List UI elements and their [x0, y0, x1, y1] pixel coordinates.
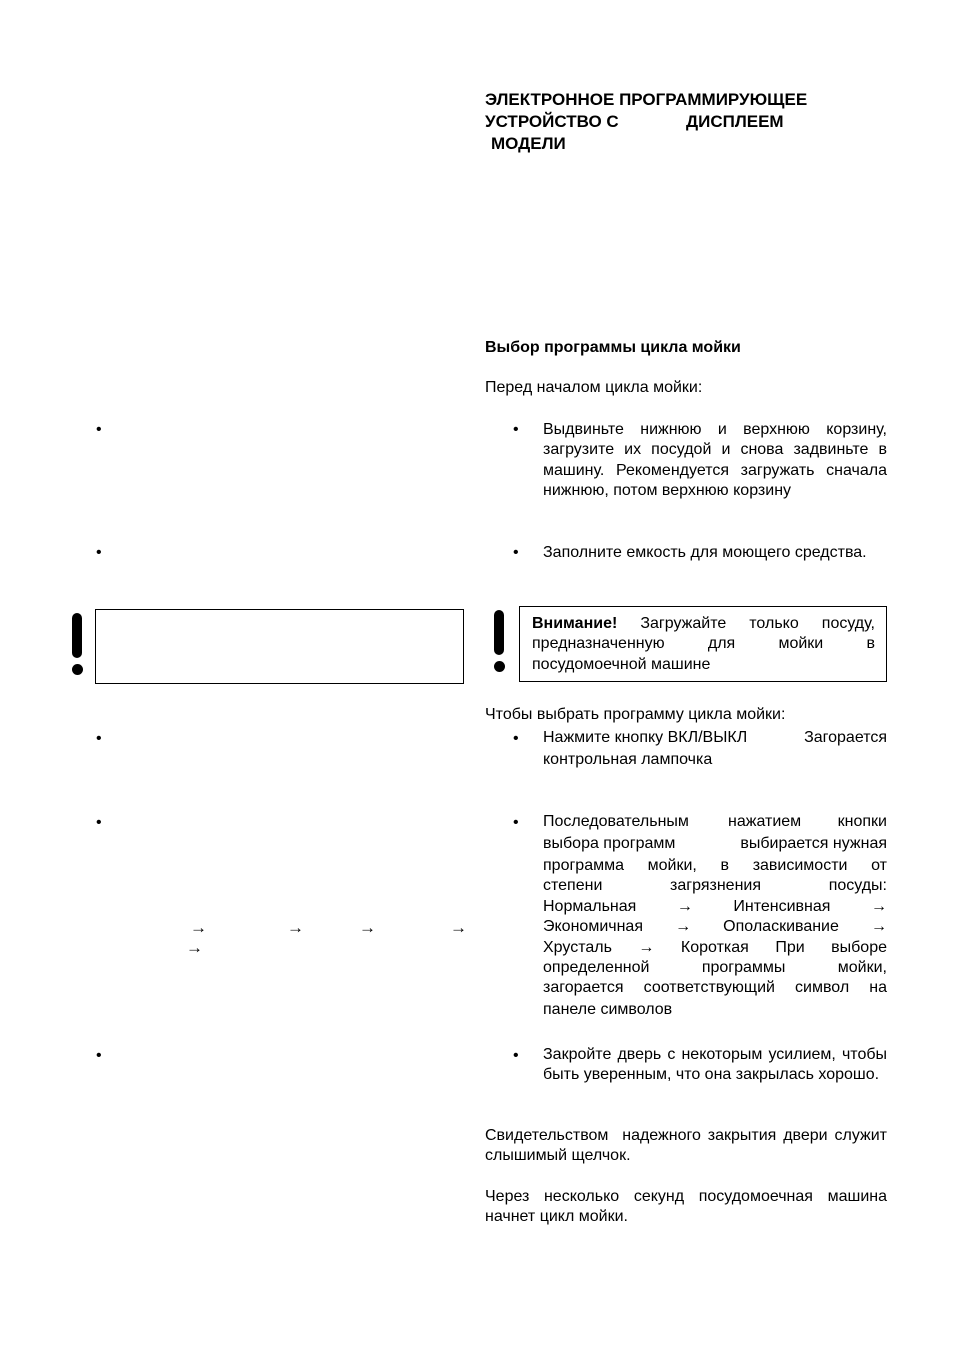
- bullet-4-line-5: Нормальная → Интенсивная →: [543, 897, 887, 915]
- bullet-5-text: Закройте дверь с некоторым усилием, чтобы быть уверенным, что она закрылась хорошо.: [543, 1046, 887, 1084]
- title-line-2-b: ДИСПЛЕЕМ: [686, 112, 784, 131]
- bullet-4-line-2-a: выбора программ: [543, 835, 676, 852]
- bullet-4-line-1: [543, 812, 887, 834]
- bullet-3-marker: •: [513, 730, 519, 747]
- left-bullet-5: •: [96, 1047, 102, 1064]
- paragraph-start: Через несколько секунд посудомоечная машина начнет цикл мойки.: [485, 1188, 887, 1226]
- bullet-4-line-3: программа мойки, в зависимости от: [543, 857, 887, 874]
- title-line-2-a: УСТРОЙСТВО С: [485, 112, 619, 131]
- bullet-4-line-6: Экономичная → Ополаскивание →: [543, 918, 887, 936]
- title-line-2: [485, 111, 905, 133]
- bullet-4-line-4: степени загрязнения посуды:: [543, 877, 887, 895]
- bullet-4-line-1-a: Последовательным: [543, 813, 689, 830]
- bullet-4-line-7: Хрусталь → Короткая При выборе: [543, 938, 887, 956]
- left-bullet-1: •: [96, 421, 102, 438]
- intro-text: Перед началом цикла мойки:: [485, 379, 703, 396]
- bullet-1-marker: •: [513, 421, 519, 438]
- paragraph-click: Свидетельством надежного закрытия двери служит слышимый щелчок.: [485, 1127, 892, 1165]
- bullet-2-text: Заполните емкость для моющего средства.: [543, 544, 867, 561]
- bullet-3-part-b: Загорается: [804, 729, 887, 746]
- bullet-4-line-2: [543, 834, 887, 856]
- title-line-3: МОДЕЛИ: [491, 134, 566, 153]
- warning-content: [532, 614, 875, 675]
- left-bullet-2: •: [96, 544, 102, 561]
- bullet-4-text: [543, 812, 887, 1021]
- bullet-4-line-1-c: кнопки: [837, 813, 887, 830]
- bullet-2-marker: •: [513, 544, 519, 561]
- bullet-3-part-a: Нажмите кнопку ВКЛ/ВЫКЛ: [543, 729, 748, 746]
- left-bullet-3: •: [96, 730, 102, 747]
- bullet-4-line-10: панеле символов: [543, 1001, 673, 1019]
- warning-label: Внимание!: [532, 615, 618, 632]
- warning-text: Загружайте только посуду, предназначенную для мойки в посудомоечной машине: [532, 615, 875, 673]
- bullet-4-line-2-b: выбирается нужная: [740, 835, 887, 852]
- left-bullet-4: •: [96, 814, 102, 831]
- title-line-1: ЭЛЕКТРОННОЕ ПРОГРАММИРУЮЩЕЕ: [485, 90, 808, 109]
- bullet-4-marker: •: [513, 814, 519, 831]
- bullet-1-text: Выдвиньте нижнюю и верхнюю корзину, загрузите их посудой и снова задвиньте в машину. Рекомендуется загружать сначала нижнюю, потом верхнюю корзину: [543, 421, 887, 500]
- page-title: [485, 89, 905, 155]
- left-arrow-2: →: [287, 918, 304, 937]
- warning-box: [519, 606, 887, 682]
- left-arrow-4: →: [450, 918, 467, 937]
- bullet-5-marker: •: [513, 1047, 519, 1064]
- left-arrow-1: →: [190, 918, 207, 937]
- bullet-4-line-9: загорается соответствующий символ на: [543, 979, 887, 997]
- bullet-3-line-1: [543, 728, 887, 749]
- section-heading: Выбор программы цикла мойки: [485, 339, 741, 356]
- left-arrow-3: →: [359, 918, 376, 937]
- bullet-3-line-2: контрольная лампочка: [543, 751, 713, 768]
- select-intro: Чтобы выбрать программу цикла мойки:: [485, 706, 786, 723]
- left-warning-box: [95, 609, 464, 684]
- left-arrow-5: →: [186, 938, 203, 957]
- bullet-4-line-1-b: нажатием: [728, 813, 802, 830]
- bullet-4-line-8: определенной программы мойки,: [543, 958, 887, 976]
